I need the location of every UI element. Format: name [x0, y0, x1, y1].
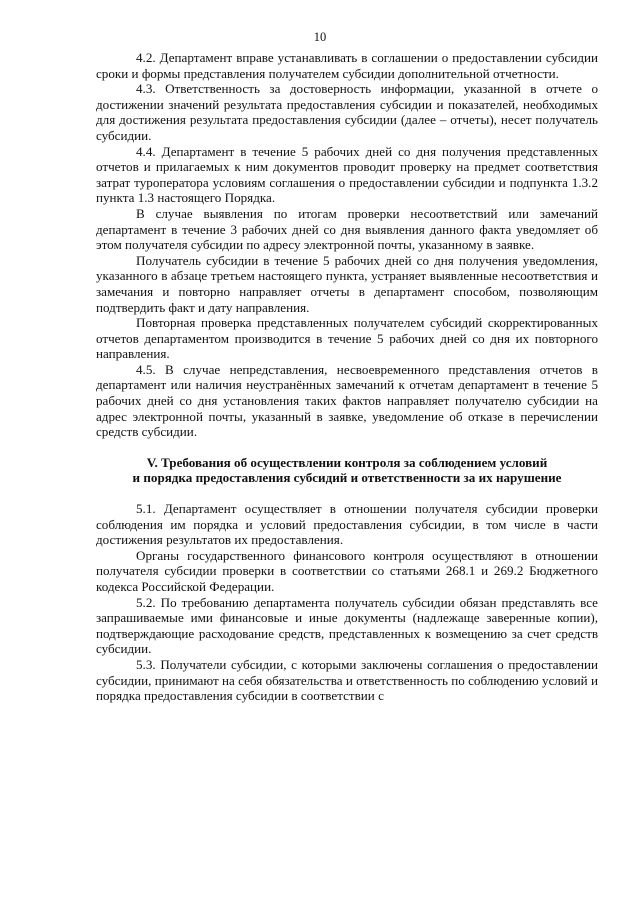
paragraph: 4.3. Ответственность за достоверность информации, указанной в отчете о достижении значений результата предоставления субсидии и показателей, необходимых для достижения результата предоставления субсидии (далее – отчеты), несет получатель субсидии. — [96, 81, 598, 143]
paragraph: Получатель субсидии в течение 5 рабочих дней со дня получения уведомления, указанного в абзаце третьем настоящего пункта, устраняет выявленные несоответствия и замечания и повторно направляет отчеты в департамент способом, позволяющим подтвердить факт и дату направления. — [96, 252, 598, 315]
paragraph: 4.2. Департамент вправе устанавливать в соглашении о предоставлении субсидии сроки и формы представления получателем субсидии дополнительной отчетности. — [96, 50, 598, 81]
paragraph: Органы государственного финансового контроля осуществляют в отношении получателя субсидии проверки в соответствии со статьями 268.1 и 269.2 Бюджетного кодекса Российской Федерации. — [96, 547, 598, 594]
paragraph: В случае выявления по итогам проверки несоответствий или замечаний департамент в течение 3 рабочих дней со дня выявления данного факта уведомляет об этом получателя субсидии по адресу электронной почты, указанному в заявке. — [96, 205, 598, 253]
section-heading — [96, 455, 598, 486]
document-body — [96, 50, 598, 704]
paragraph: 4.5. В случае непредставления, несвоевременного представления отчетов в департамент или наличия неустранённых замечаний к отчетам департамент в течение 5 рабочих дней со дня установления таких фактов направляет получателю субсидии на адрес электронной почты, указанный в заявке, уведомление об отказе в перечислении средств субсидии. — [96, 361, 598, 440]
paragraph: 5.2. По требованию департамента получатель субсидии обязан представлять все запрашиваемые ими финансовые и иные документы (надлежаще заверенные копии), подтверждающие расходование средств, представленных к возмещению за счет средств субсидии. — [96, 594, 598, 657]
paragraph: Повторная проверка представленных получателем субсидий скорректированных отчетов департаментом производится в течение 5 рабочих дней со дня их повторного направления. — [96, 315, 598, 362]
page-number: 10 — [313, 30, 327, 44]
section-heading-line: V. Требования об осуществлении контроля за соблюдением условий — [146, 454, 548, 470]
paragraph: 5.3. Получатели субсидии, с которыми заключены соглашения о предоставлении субсидии, принимают на себя обязательства и ответственность по соблюдению условий и порядка предоставления субсидии в соответствии с — [96, 656, 598, 704]
section-heading-line: и порядка предоставления субсидий и ответственности за их нарушение — [132, 470, 562, 486]
paragraph: 4.4. Департамент в течение 5 рабочих дней со дня получения представленных отчетов и прилагаемых к ним документов проводит проверку на предмет соответствия затрат туроператора условиям соглашения о предоставлении субсидии и подпункта 1.3.2 пункта 1.3 настоящего Порядка. — [96, 143, 598, 206]
paragraph: 5.1. Департамент осуществляет в отношении получателя субсидии проверки соблюдения им порядка и условий предоставления субсидии, в том числе в части достижения результатов их предоставления. — [96, 501, 598, 548]
